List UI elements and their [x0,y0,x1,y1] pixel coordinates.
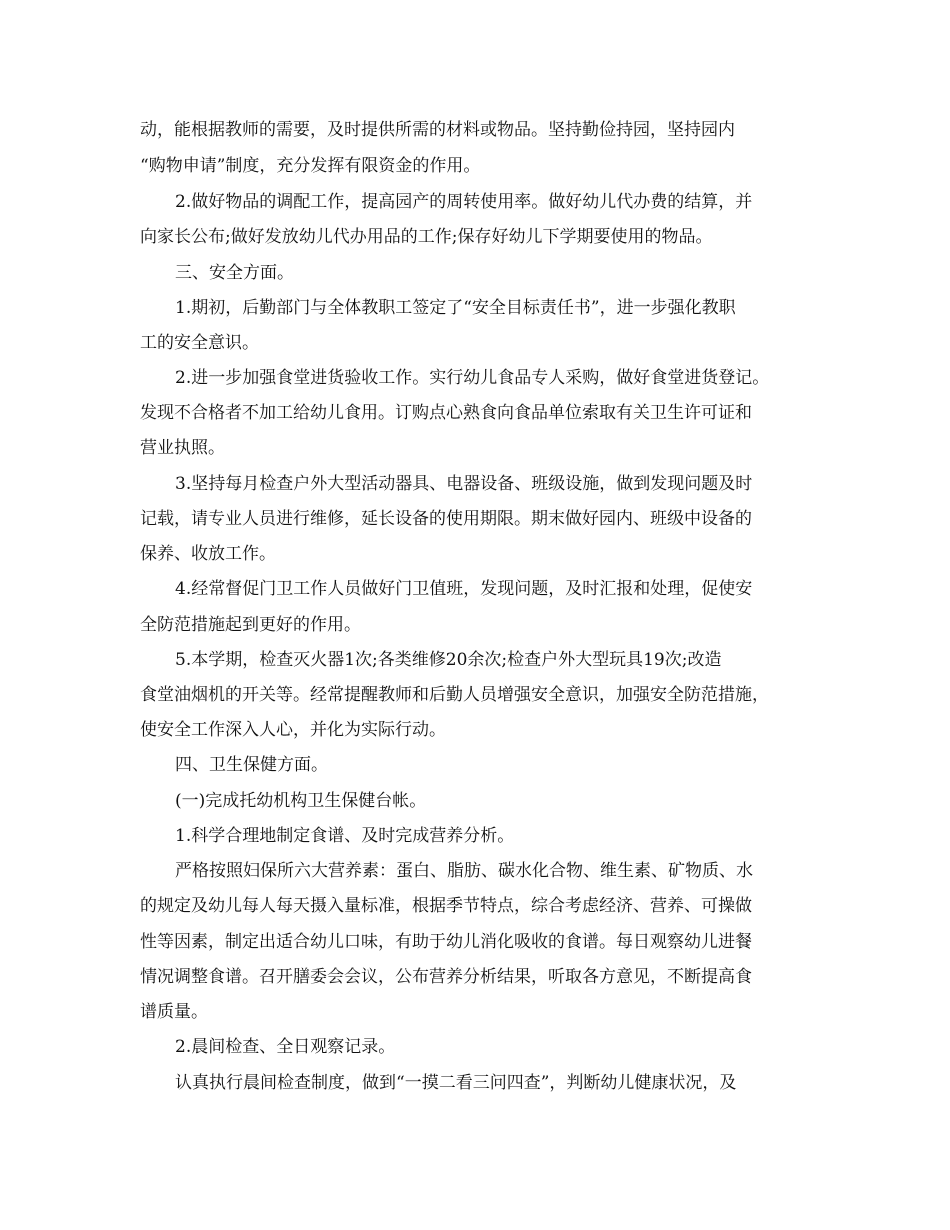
text-line: 谱质量。 [140,1002,208,1022]
text-line: 严格按照妇保所六大营养素：蛋白、脂肪、碳水化合物、维生素、矿物质、水 [175,861,753,881]
text-line: 发现不合格者不加工给幼儿食用。订购点心熟食向食品单位索取有关卫生许可证和 [140,403,752,423]
text-line: 2.进一步加强食堂进货验收工作。实行幼儿食品专人采购，做好食堂进货登记。 [175,368,770,388]
text-line: 保养、收放工作。 [140,544,276,564]
text-line: 性等因素，制定出适合幼儿口味，有助于幼儿消化吸收的食谱。每日观察幼儿进餐 [140,932,752,952]
text-line: 向家长公布;做好发放幼儿代办用品的工作;保存好幼儿下学期要使用的物品。 [140,227,713,247]
text-line: 2.做好物品的调配工作，提高园产的周转使用率。做好幼儿代办费的结算，并 [175,192,753,212]
text-line: 营业执照。 [140,438,225,458]
text-line: “购物申请”制度，充分发挥有限资金的作用。 [140,156,481,176]
text-line: 1.期初，后勤部门与全体教职工签定了“安全目标责任书”，进一步强化教职 [175,298,736,318]
text-line: 使安全工作深入人心，并化为实际行动。 [140,720,446,740]
text-line: 4.经常督促门卫工作人员做好门卫值班，发现问题，及时汇报和处理，促使安 [175,579,753,599]
text-line: 全防范措施起到更好的作用。 [140,615,361,635]
section-heading: 四、卫生保健方面。 [175,755,328,775]
text-line: 记载，请专业人员进行维修，延长设备的使用期限。期末做好园内、班级中设备的 [140,509,752,529]
text-line: 动，能根据教师的需要，及时提供所需的材料或物品。坚持勤俭持园，坚持园内 [140,120,735,140]
text-line: 情况调整食谱。召开膳委会会议，公布营养分析结果，听取各方意见，不断提高食 [140,967,752,987]
text-line: 认真执行晨间检查制度，做到“一摸二看三问四查”，判断幼儿健康状况，及 [175,1073,737,1093]
text-line: 1.科学合理地制定食谱、及时完成营养分析。 [175,826,515,846]
section-heading: 三、安全方面。 [175,263,294,283]
text-line: 食堂油烟机的开关等。经常提醒教师和后勤人员增强安全意识，加强安全防范措施， [140,685,769,705]
subsection-heading: (一)完成托幼机构卫生保健台帐。 [175,791,427,811]
text-line: 5.本学期，检查灭火器1次;各类维修20余次;检查户外大型玩具19次;改造 [175,650,722,670]
text-line: 的规定及幼儿每人每天摄入量标准，根据季节特点，综合考虑经济、营养、可操做 [140,896,752,916]
text-line: 3.坚持每月检查户外大型活动器具、电器设备、班级设施，做到发现问题及时 [175,474,753,494]
text-line: 2.晨间检查、全日观察记录。 [175,1037,396,1057]
text-line: 工的安全意识。 [140,333,259,353]
